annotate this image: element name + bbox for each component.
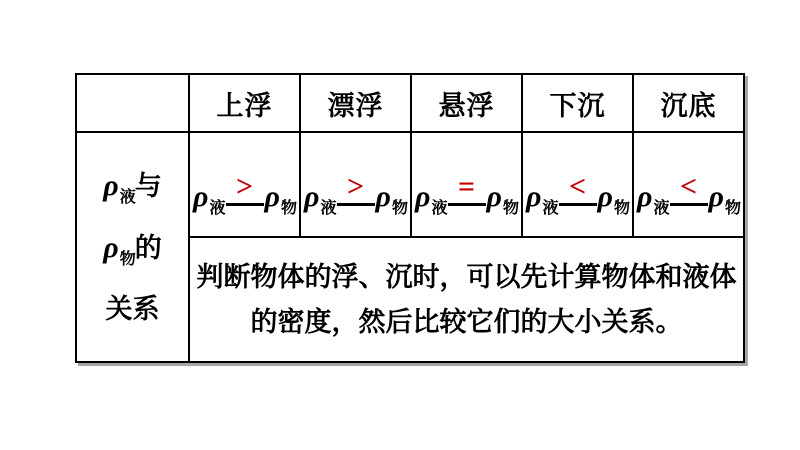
density-formula [637, 167, 741, 217]
density-formula [304, 167, 408, 217]
row-label-text: 关系 [105, 293, 160, 324]
formula-cell-sunk [633, 132, 744, 237]
rho-symbol: ρ [193, 180, 209, 213]
rho-symbol: ρ [526, 180, 542, 213]
formula-cell-float-up [189, 132, 300, 237]
comparison-operator: = [457, 170, 476, 203]
comparison-operator: > [235, 170, 254, 203]
rho-symbol: ρ [103, 168, 119, 202]
rho-symbol: ρ [486, 180, 502, 213]
note-cell [189, 237, 744, 362]
subscript-object: 物 [724, 200, 741, 217]
formula-row [76, 132, 744, 237]
answer-blank [559, 167, 597, 206]
subscript-liquid: 液 [119, 188, 136, 206]
comparison-operator: < [679, 170, 698, 203]
formula-cell-floating [300, 132, 411, 237]
rho-symbol: ρ [597, 180, 613, 213]
corner-cell [76, 74, 189, 132]
header-cell-sinking: 下沉 [522, 74, 633, 132]
rho-symbol: ρ [415, 180, 431, 213]
rho-symbol: ρ [375, 180, 391, 213]
header-cell-suspended: 悬浮 [411, 74, 522, 132]
answer-blank [337, 167, 375, 206]
subscript-object: 物 [280, 200, 297, 217]
answer-blank [448, 167, 486, 206]
subscript-liquid: 液 [653, 200, 670, 217]
answer-blank [226, 167, 264, 206]
formula-cell-sinking [522, 132, 633, 237]
row-label-text: 与 [134, 170, 162, 201]
header-cell-sunk: 沉底 [633, 74, 744, 132]
answer-blank [670, 167, 708, 206]
density-formula [526, 167, 630, 217]
subscript-object: 物 [613, 200, 630, 217]
buoyancy-density-table [75, 73, 745, 363]
rho-symbol: ρ [264, 180, 280, 213]
comparison-operator: > [346, 170, 365, 203]
rho-symbol: ρ [637, 180, 653, 213]
rho-symbol: ρ [103, 230, 119, 264]
header-row [76, 74, 744, 132]
subscript-liquid: 液 [320, 200, 337, 217]
comparison-operator: < [568, 170, 587, 203]
density-formula [193, 167, 297, 217]
note-line-2: 的密度，然后比较它们的大小关系。 [250, 306, 683, 337]
row-label-text: 的 [134, 232, 162, 263]
subscript-object: 物 [119, 250, 136, 268]
row-label-line-3 [77, 281, 188, 338]
header-cell-float-up: 上浮 [189, 74, 300, 132]
density-formula [415, 167, 519, 217]
subscript-object: 物 [391, 200, 408, 217]
formula-cell-suspended [411, 132, 522, 237]
row-label-cell [76, 132, 189, 362]
subscript-object: 物 [502, 200, 519, 217]
header-cell-floating: 漂浮 [300, 74, 411, 132]
rho-symbol: ρ [708, 180, 724, 213]
subscript-liquid: 液 [431, 200, 448, 217]
note-line-1: 判断物体的浮、沉时，可以先计算物体和液体 [196, 261, 737, 292]
rho-symbol: ρ [304, 180, 320, 213]
row-label-line-2 [77, 219, 188, 281]
subscript-liquid: 液 [209, 200, 226, 217]
subscript-liquid: 液 [542, 200, 559, 217]
row-label-line-1 [77, 157, 188, 219]
